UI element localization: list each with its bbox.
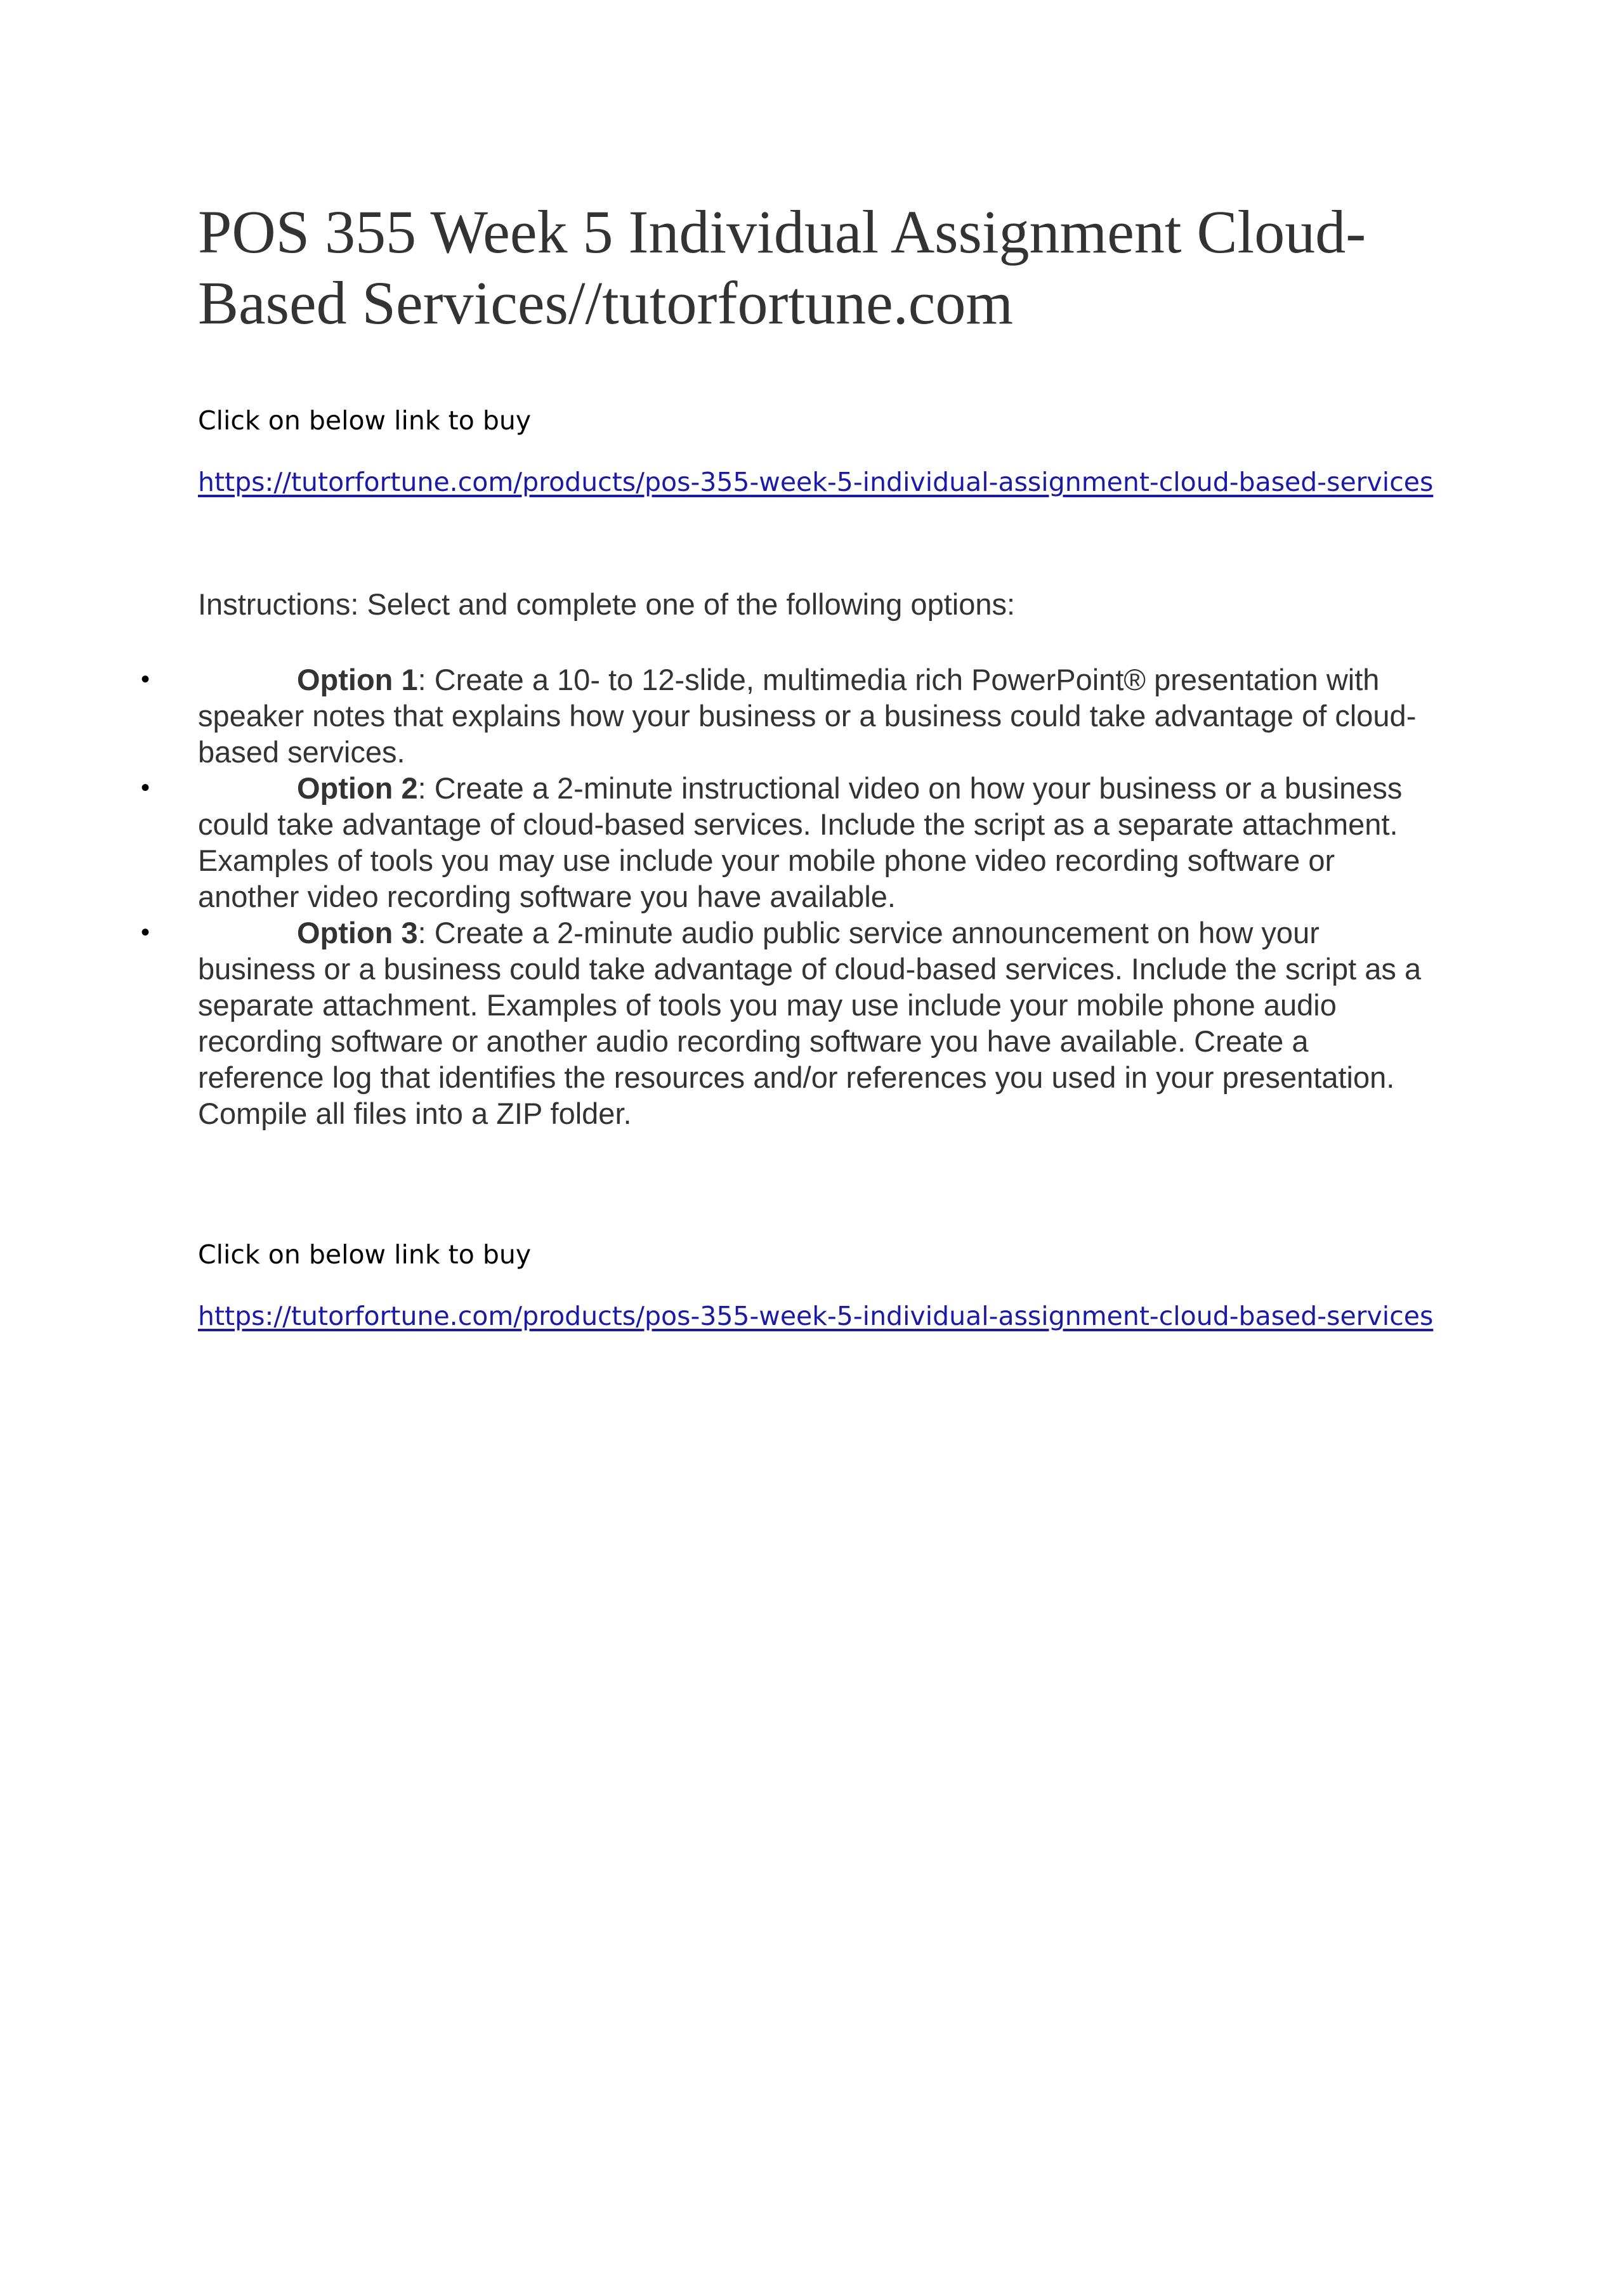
document-title: POS 355 Week 5 Individual Assignment Cloud-Based Services//tutorfortune.com	[198, 198, 1366, 337]
option-text: : Create a 2-minute audio public service announcement on how your business or a business could take advantage of cloud-based services. Include the script as a separate attachment. Examples of tools you may use include your mobile phone audio recording software or another audio recording software you have available. Create a reference log that identifies the resources and/or references you used in your presentation. Compile all files into a ZIP folder.	[198, 916, 1422, 1130]
option-text: : Create a 2-minute instructional video on how your business or a business could take advantage of cloud-based services. Include the script as a separate attachment. Examples of tools you may use include your mobile phone video recording software or another video recording software you have available.	[198, 771, 1403, 913]
instructions-text: Instructions: Select and complete one of the following options:	[198, 587, 1016, 621]
buy-link-bottom[interactable]: https://tutorfortune.com/products/pos-355-week-5-individual-assignment-cloud-based-services	[198, 1301, 1434, 1331]
bullet-icon: •	[141, 918, 150, 946]
option-label: Option 1	[297, 663, 418, 696]
option-text: : Create a 10- to 12-slide, multimedia rich PowerPoint® presentation with speaker notes that explains how your business or a business could take advantage of cloud-based services.	[198, 663, 1417, 769]
option-label: Option 2	[297, 771, 418, 805]
buy-prompt-top: Click on below link to buy	[198, 405, 532, 436]
bullet-icon: •	[141, 774, 150, 802]
buy-link-top[interactable]: https://tutorfortune.com/products/pos-355-week-5-individual-assignment-cloud-based-services	[198, 467, 1434, 497]
buy-prompt-bottom: Click on below link to buy	[198, 1239, 532, 1270]
list-item	[141, 770, 1441, 915]
list-item	[141, 915, 1441, 1132]
list-item	[141, 662, 1441, 770]
options-list	[141, 662, 1441, 1132]
option-label: Option 3	[297, 916, 418, 949]
bullet-icon: •	[141, 665, 150, 693]
